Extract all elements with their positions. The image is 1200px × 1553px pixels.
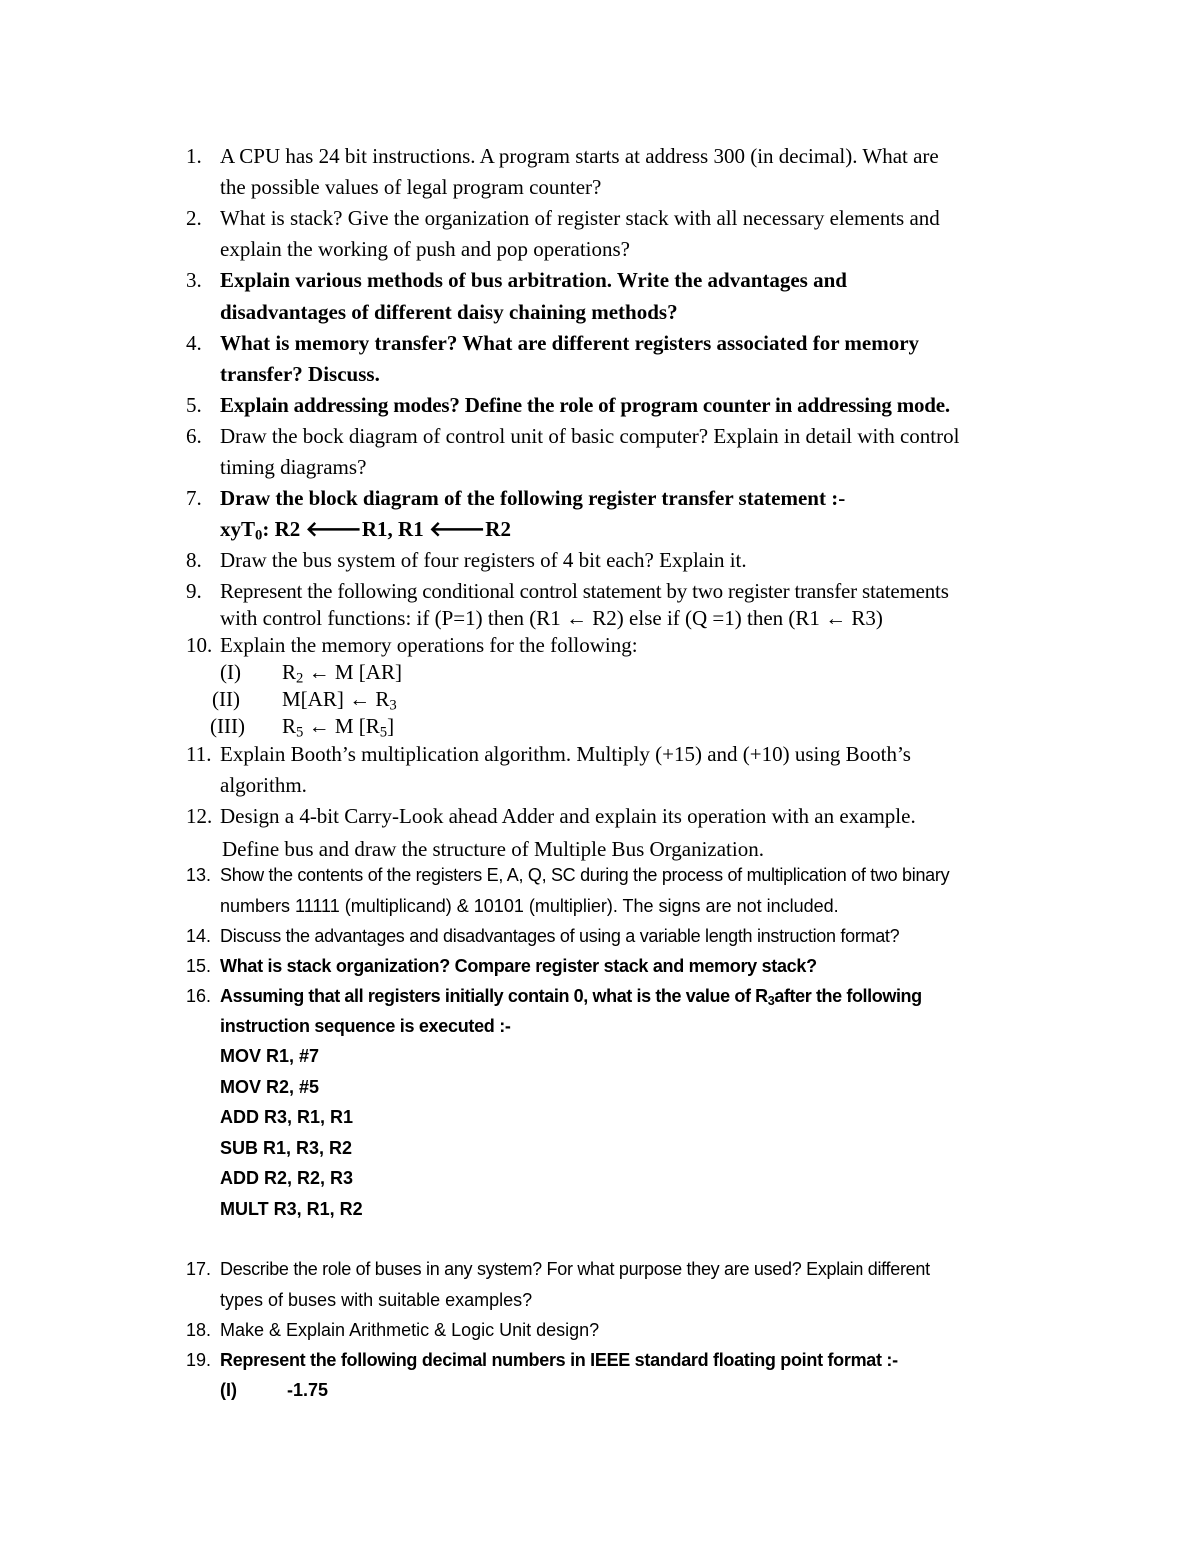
question-text: What is stack? Give the organization of register stack with all necessary elements and (220, 206, 940, 230)
question-text: disadvantages of different daisy chaining methods? (220, 300, 678, 324)
question-number: 17. (186, 1259, 212, 1279)
question-text: Represent the following conditional control statement by two register transfer statements (220, 579, 949, 603)
left-arrow-icon: 🡐 (428, 517, 486, 541)
question-text: Show the contents of the registers E, A, Q, SC during the process of multiplication of two binary (220, 865, 950, 885)
question-text: the possible values of legal program counter? (220, 175, 602, 199)
left-arrow-icon: 🡐 (305, 517, 362, 541)
code-line: ADD R2, R2, R3 (220, 1168, 354, 1188)
sub-item-value: -1.75 (287, 1380, 329, 1400)
question-number: 12. (186, 804, 213, 828)
question-text: A CPU has 24 bit instructions. A program starts at address 300 (in decimal). What are (220, 144, 939, 168)
code-line: MOV R1, #7 (220, 1046, 320, 1066)
question-text: Design a 4-bit Carry-Look ahead Adder and explain its operation with an example. (220, 804, 916, 828)
question-number: 16. (186, 986, 212, 1006)
question-text: What is stack organization? Compare register stack and memory stack? (220, 956, 817, 976)
question-text: numbers 11111 (multiplicand) & 10101 (multiplier). The signs are not included. (220, 896, 839, 916)
question-number: 7. (186, 486, 202, 510)
question-number: 13. (186, 865, 212, 885)
sub-item-expression: M[AR] ← $R_3$ (282, 687, 397, 714)
question-text: Explain the memory operations for the following: (220, 633, 638, 657)
question-text: Assuming that all registers initially contain 0, what is the value of $R_3after$ the following (220, 986, 922, 1009)
question-number: 2. (186, 206, 202, 230)
question-number: 6. (186, 424, 202, 448)
question-number: 14. (186, 926, 212, 946)
question-text: timing diagrams? (220, 455, 367, 479)
question-text: Describe the role of buses in any system? For what purpose they are used? Explain different (220, 1259, 930, 1279)
question-text: Explain various methods of bus arbitration. Write the advantages and (220, 268, 847, 292)
register-transfer-statement: xyT$_0$: R2 🡐R1, R1 🡐R2 (220, 517, 511, 544)
sub-item-expression: $R_2$ ← M [AR] (282, 660, 402, 687)
question-number: 3. (186, 268, 202, 292)
question-text: transfer? Discuss. (220, 362, 380, 386)
question-number: 8. (186, 548, 202, 572)
sub-item-expression: $R_5$ ← M $[R_5]$ (282, 714, 395, 741)
question-text: Make & Explain Arithmetic & Logic Unit design? (220, 1320, 600, 1340)
sub-item-label: (I) (220, 660, 241, 684)
question-text: Draw the bock diagram of control unit of basic computer? Explain in detail with control (220, 424, 960, 448)
question-number: 15. (186, 956, 212, 976)
question-number: 10. (186, 633, 213, 657)
sub-item-label: (I) (220, 1380, 237, 1400)
question-text: Draw the block diagram of the following register transfer statement :- (220, 486, 846, 510)
question-text: types of buses with suitable examples? (220, 1290, 533, 1310)
question-number: 18. (186, 1320, 212, 1340)
question-text: explain the working of push and pop operations? (220, 237, 630, 261)
question-text: Discuss the advantages and disadvantages of using a variable length instruction format? (220, 926, 900, 946)
question-number: 19. (186, 1350, 212, 1370)
question-text: Define bus and draw the structure of Multiple Bus Organization. (222, 837, 764, 861)
question-text: instruction sequence is executed :- (220, 1016, 511, 1036)
question-number: 4. (186, 331, 202, 355)
question-number: 5. (186, 393, 202, 417)
question-number: 1. (186, 144, 202, 168)
code-line: ADD R3, R1, R1 (220, 1107, 354, 1127)
code-line: MULT R3, R1, R2 (220, 1199, 363, 1219)
sub-item-label: (II) (212, 687, 240, 711)
question-text: algorithm. (220, 773, 307, 797)
question-text: with control functions: if (P=1) then (R1 ← R2) else if (Q =1) then (R1 ← R3) (220, 606, 883, 630)
question-number: 9. (186, 579, 202, 603)
question-text: Explain addressing modes? Define the role of program counter in addressing mode. (220, 393, 950, 417)
sub-item-label: (III) (210, 714, 245, 738)
code-line: MOV R2, #5 (220, 1077, 320, 1097)
question-text: Explain Booth’s multiplication algorithm. Multiply (+15) and (+10) using Booth’s (220, 742, 911, 766)
code-line: SUB R1, R3, R2 (220, 1138, 353, 1158)
question-text: Draw the bus system of four registers of 4 bit each? Explain it. (220, 548, 747, 572)
question-number: 11. (186, 742, 212, 766)
question-text: Represent the following decimal numbers in IEEE standard floating point format :- (220, 1350, 898, 1370)
question-text: What is memory transfer? What are different registers associated for memory (220, 331, 920, 355)
